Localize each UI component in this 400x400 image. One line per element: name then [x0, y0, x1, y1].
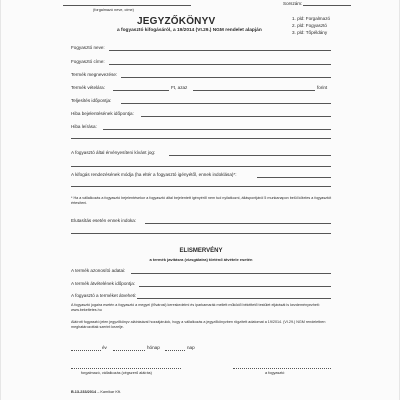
copy-item: 3. pld: Tőpéldány [292, 30, 328, 36]
serial-line[interactable] [303, 5, 351, 6]
claimed-right-field[interactable] [169, 155, 331, 156]
product-name-field[interactable] [121, 77, 331, 78]
handover-time-label: A termék átvételének időpontja: [71, 281, 136, 286]
defect-report-time-label: Hiba bejelentésének időpontja: [71, 111, 134, 116]
copy-item: 1. pld: Forgalmazó [292, 16, 331, 21]
form-code-number: B.13-233/2014 [71, 390, 97, 394]
serial-label: Sorszám: [283, 1, 303, 6]
fulfillment-time-label: Teljesítés időpontja: [71, 98, 112, 103]
pickup-field[interactable] [137, 298, 331, 299]
form-code [71, 390, 121, 395]
price-unit-forint: forint [317, 85, 328, 90]
pickup-label: A fogyasztó a terméket átveheti: [71, 293, 137, 298]
price-in-words-field[interactable] [193, 90, 315, 91]
signature-consent-paragraph: Aláírott fogyasztó jelen jegyzőkönyv aláírásával hozzájárulok, hogy a vállalkozás a jegyzőkönyvben rögzített adatomat a 19/2014. (VI.29.) NGM rendeletben meghatározottak szerint kezelje. [71, 320, 326, 329]
day-field[interactable] [165, 350, 185, 351]
claimed-right-label: A fogyasztó által érvényesíteni kívánt jog: [71, 150, 156, 155]
fulfillment-time-field[interactable] [121, 103, 331, 104]
rejection-field[interactable] [145, 223, 331, 224]
acknowledgement-title: ELISMERVÉNY [179, 248, 223, 254]
copy-list [292, 16, 330, 36]
document-subtitle: a fogyasztó kifogásáról, a 19/2014 (VI.29.) NGM rendelet alapján [117, 28, 262, 33]
copy-item: 2. pld: Fogyasztó [292, 23, 327, 29]
month-suffix: hónap [147, 345, 160, 350]
footnote: * Ha a vállalkozás a fogyasztó bejelentésekor a fogyasztó által bejelentett igényéről nem tud nyilatkozni, álláspontjáról 5 munkanapon belül köteles a fogyasztót értesíteni. [71, 196, 332, 205]
rejection-label: Elutasítás esetén ennek indoka: [71, 218, 137, 223]
merchant-signature-caption: forgalmazó, vállalkozás (cégszerű aláírás) [81, 371, 152, 375]
month-field[interactable] [113, 350, 145, 351]
defect-report-time-field[interactable] [141, 116, 331, 117]
settlement-method-field[interactable] [257, 177, 331, 178]
consumer-name-field[interactable] [109, 50, 331, 51]
consumer-address-label: Fogyasztó címe: [71, 59, 105, 64]
purchase-price-label: Termék vételára: [71, 85, 105, 90]
publisher: – Kamikar Kft. [97, 390, 122, 394]
consumer-signature-caption: a fogyasztó [265, 371, 285, 375]
product-name-label: Termék megnevezése: [71, 72, 118, 77]
document-title: JEGYZŐKÖNYV [137, 16, 216, 27]
product-id-field[interactable] [131, 273, 331, 274]
rejection-field-extra[interactable] [71, 233, 331, 234]
product-id-label: A termék azonosító adatai: [71, 268, 126, 273]
day-suffix: nap [187, 345, 195, 350]
consumer-address-field[interactable] [109, 64, 331, 65]
acknowledgement-subtitle: a termék javításra (vizsgálatra) történő átvétele esetén [149, 257, 253, 262]
note-paragraph: A fogyasztó jogaira esetén a fogyasztó a megyei (fővárosi) kereskedelmi és iparkamarák mellett működő békéltető testület eljárását is kezdeményezheti: www.bekeltetes.hu [71, 303, 320, 312]
handover-time-field[interactable] [139, 286, 331, 287]
purchase-price-field[interactable] [113, 90, 169, 91]
org-caption: (forgalmazó neve, címe) [93, 8, 134, 12]
consumer-signature-line[interactable] [233, 368, 331, 369]
year-suffix: év [102, 345, 107, 350]
org-name-line[interactable] [63, 5, 191, 6]
settlement-method-field-extra[interactable] [71, 186, 331, 187]
settlement-method-label: A kifogás rendezésének módja (ha eltér a fogyasztó igényétől, ennek indoklása)*: [71, 172, 237, 177]
consumer-name-label: Fogyasztó neve: [71, 45, 105, 50]
defect-description-label: Hiba leírása: [71, 124, 97, 129]
merchant-signature-line[interactable] [71, 368, 181, 369]
claimed-right-field-extra[interactable] [71, 166, 331, 167]
price-unit-ft: Ft, azaz [171, 85, 188, 90]
defect-description-field[interactable] [103, 129, 331, 130]
defect-description-field-extra[interactable] [71, 138, 331, 139]
year-field[interactable] [71, 350, 101, 351]
